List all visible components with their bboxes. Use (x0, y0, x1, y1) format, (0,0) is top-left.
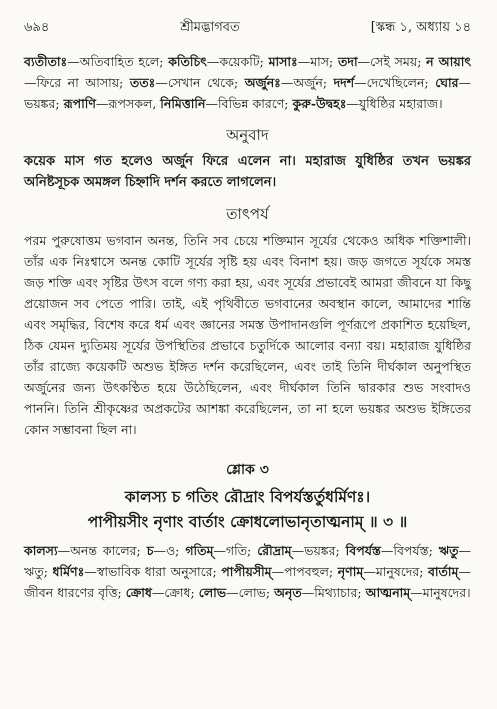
synonym-word: কুরু-উদ্বহঃ (292, 96, 347, 111)
synonym-word: ক্রোধ (125, 585, 152, 600)
synonym-meaning: —দেখেছিলেন; (354, 75, 436, 90)
synonym-meaning: —ভয়ঙ্কর; (24, 75, 471, 111)
synonyms-bottom (24, 540, 471, 603)
synonym-word: দদর্শ (333, 75, 355, 90)
synonym-meaning: —অতিবাহিত হলে; (67, 54, 169, 69)
synonym-word: ন আয়াৎ (426, 54, 471, 69)
synonym-meaning: —কয়েকটি; (206, 54, 269, 69)
purport-text: পরম পুরুষোত্তম ভগবান অনন্ত, তিনি সব চেয়ে শক্তিমান সূর্যের থেকেও অধিক শক্তিশালী। তাঁর এক নিঃশ্বাসে অনন্ত কোটি সূর্যের সৃষ্টি হয় এবং বিনাশ হয়। জড় জগতে সূর্যকে সমস্ত জড় শক্তি এবং সৃষ্টির উৎস বলে গণ্য করা হয়, এবং সূর্যের প্রভাবেই আমরা জীবনে যা কিছু প্রয়োজন সব পেতে পারি। তাই, এই পৃথিবীতে ভগবানের অবস্থান কালে, আমাদের শান্তি এবং সমৃদ্ধির, বিশেষ করে ধর্ম এবং জ্ঞানের সমস্ত উপাদানগুলি পূর্ণরূপে প্রকাশিত হয়েছিল, ঠিক যেমন দ্যুতিময় সূর্যের উপস্থিতির প্রভাবে চতুর্দিকে আলোর বন্যা বয়। মহারাজ যুধিষ্ঠির তাঁর রাজ্যে কয়েকটি অশুভ ইঙ্গিত দর্শন করেছিলেন, এবং তাই তিনি দীর্ঘকাল অনুপস্থিত অর্জুনের জন্য উৎকণ্ঠিত হয়ে উঠেছিলেন, এবং দীর্ঘকাল তিনি দ্বারকার শুভ সংবাদও পাননি। তিনি শ্রীকৃষ্ণের অপ্রকটের আশঙ্কা করেছিলেন, তা না হলে ভয়ঙ্কর অশুভ ইঙ্গিতের কোন সম্ভাবনা ছিল না। (24, 233, 471, 437)
synonym-word: আত্মনাম্ (365, 585, 411, 600)
synonyms-top (24, 51, 471, 114)
synonym-word: চ (146, 543, 154, 558)
synonym-word: ঘোর (435, 75, 459, 90)
synonym-meaning: —রূপসকল, (95, 96, 161, 111)
synonym-word: গতিম্ (185, 543, 214, 558)
synonym-meaning: —ফিরে না আসায়; (24, 75, 130, 90)
synonym-word: নৃণাম্ (337, 564, 364, 579)
synonym-meaning: —মিথ্যাচার; (301, 585, 366, 600)
translation-heading: অনুবাদ (226, 126, 269, 144)
synonym-meaning: —মাস; (297, 54, 339, 69)
verse-heading: শ্লোক ৩ (226, 462, 269, 478)
synonym-meaning: —জীবন ধারণের বৃত্তি; (24, 564, 471, 600)
page-number: ৬৯৪ (24, 20, 50, 35)
synonym-meaning: —যুধিষ্ঠির মহারাজ। (346, 96, 443, 111)
book-title: শ্রীমদ্ভাগবত (180, 20, 240, 35)
synonym-word: মাসাঃ (268, 54, 298, 69)
synonym-meaning: —লোভ; (226, 585, 275, 600)
purport-heading: তাৎপর্য (226, 205, 269, 223)
synonym-meaning: —বিভিন্ন কারণে; (205, 96, 293, 111)
synonym-meaning: —অর্জুন; (280, 75, 334, 90)
synonym-word: ঋতু (438, 543, 459, 558)
synonym-word: কালস্য (24, 543, 58, 558)
synonym-meaning: —সেখান থেকে; (155, 75, 245, 90)
synonym-word: লোভ (198, 585, 227, 600)
synonym-word: ততঃ (129, 75, 156, 90)
synonym-meaning: —স্বাভাবিক ধারা অনুসারে; (84, 564, 222, 579)
synonym-meaning: —সেই সময়; (357, 54, 427, 69)
synonym-word: কতিচিৎ (168, 54, 207, 69)
synonym-meaning: —ক্রোধ; (151, 585, 199, 600)
synonym-word: নিমিত্তানি (160, 96, 206, 111)
synonym-word: অর্জুনঃ (244, 75, 281, 90)
synonym-meaning: —অনন্ত কালের; (57, 543, 147, 558)
page-header (24, 18, 471, 39)
synonym-meaning: —ও; (153, 543, 186, 558)
synonym-word: বিপর্যস্ত (345, 543, 381, 558)
synonym-meaning: —ভয়ঙ্কর; (291, 543, 346, 558)
synonym-word: বার্তাম্ (427, 564, 459, 579)
synonym-word: ধর্মিণঃ (52, 564, 85, 579)
synonym-word: পাপীয়সীম্ (221, 564, 272, 579)
synonym-word: ব্যতীতাঃ (24, 54, 68, 69)
synonym-meaning: —পাপবহুল; (271, 564, 338, 579)
synonym-word: তদা (338, 54, 358, 69)
synonym-meaning: —ঋতু; (24, 543, 471, 579)
synonym-meaning: —মানুষদের; (363, 564, 428, 579)
synonym-meaning: —মানুষদের। (410, 585, 471, 600)
synonym-meaning: —বিপর্যস্ত; (380, 543, 439, 558)
synonym-meaning: —গতি; (213, 543, 258, 558)
translation-text: কয়েক মাস গত হলেও অর্জুন ফিরে এলেন না। মহারাজ যুধিষ্ঠির তখন ভয়ঙ্কর অনিষ্টসূচক অমঙ্গল চিহ্নাদি দর্শন করতে লাগলেন। (24, 154, 471, 190)
verse-line-1: কালস্য চ গতিং রৌদ্রাং বিপর্যস্তর্তুধর্মিণঃ। (124, 487, 371, 506)
synonym-word: রূপাণি (63, 96, 96, 111)
chapter-reference: [স্কন্ধ ১, অধ্যায় ১৪ (370, 20, 471, 35)
synonym-word: রৌদ্রাম্ (257, 543, 292, 558)
synonym-word: অনৃত (274, 585, 302, 600)
verse-line-2: পাপীয়সীং নৃণাং বার্তাং ক্রোধলোভানৃতাত্মনাম্ ॥ ৩ ॥ (87, 512, 408, 531)
